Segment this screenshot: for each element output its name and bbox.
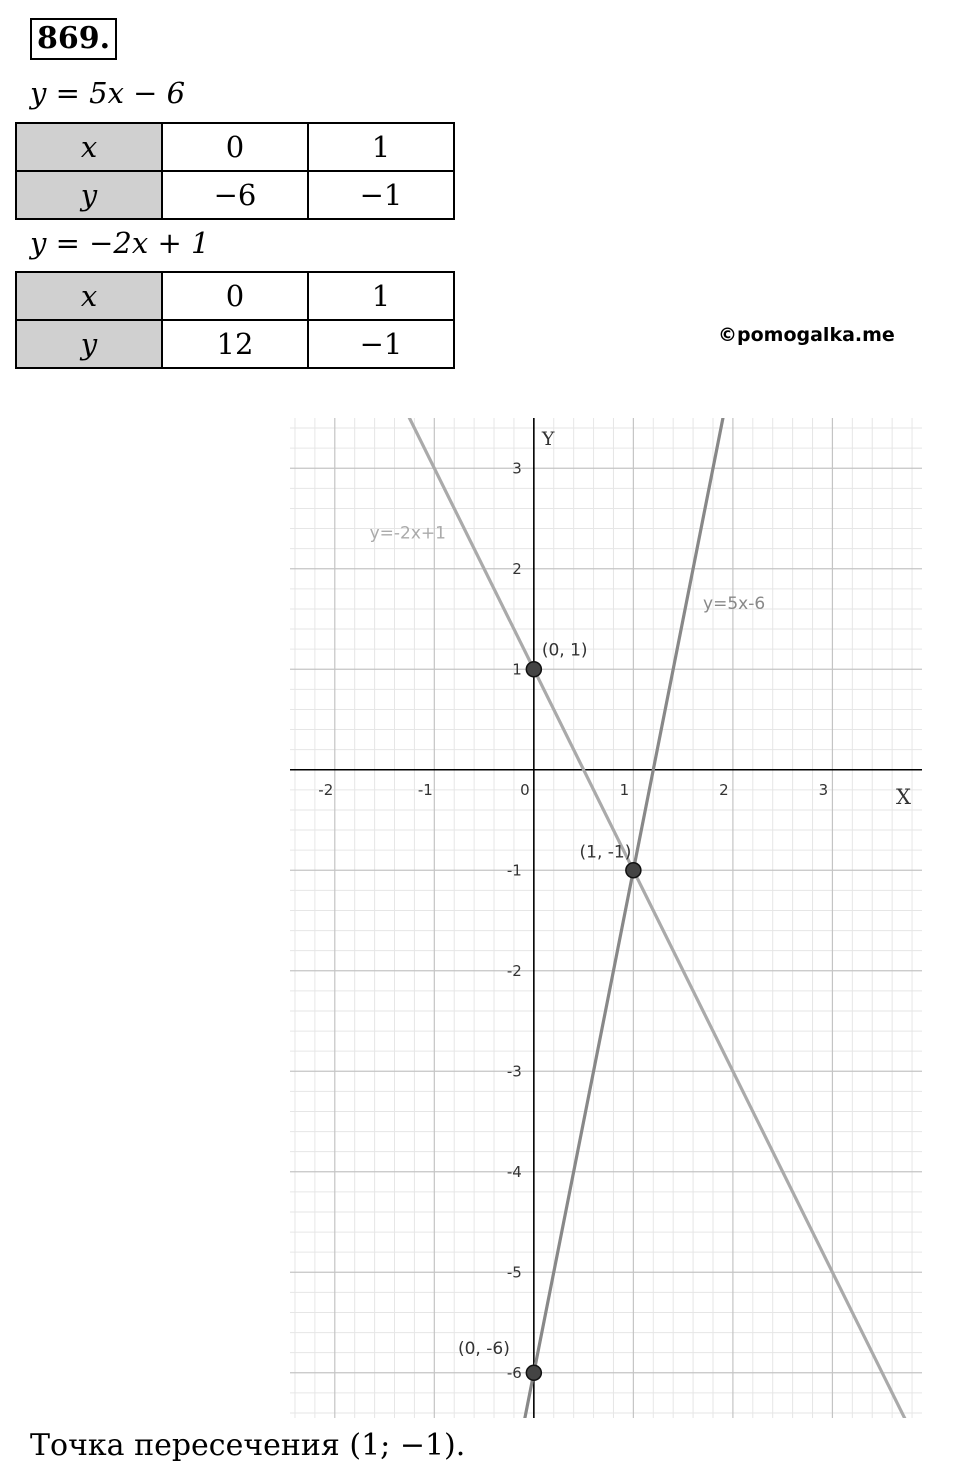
table-row <box>16 272 454 320</box>
y-axis-label: Y <box>541 428 555 450</box>
equation-2: y = −2x + 1 <box>30 226 210 260</box>
problem-number: 869. <box>30 18 117 60</box>
value-table-1 <box>15 122 455 220</box>
x-tick-label: 3 <box>818 780 829 799</box>
point-label: (0, -6) <box>457 1338 510 1359</box>
table-row <box>16 171 454 219</box>
x-tick-label: -2 <box>318 780 334 799</box>
coordinate-plane-chart <box>290 418 922 1418</box>
x-tick-label: 1 <box>619 780 630 799</box>
watermark: ©pomogalka.me <box>718 324 895 346</box>
table-cell: 1 <box>308 123 454 171</box>
x-tick-label: 0 <box>520 780 530 799</box>
intersection-point <box>526 662 541 677</box>
answer-text: Точка пересечения (1; −1). <box>30 1428 466 1463</box>
series-line <box>290 418 922 1418</box>
x-tick-label: -1 <box>417 780 433 799</box>
table-head-cell: x <box>16 272 162 320</box>
table-cell: −1 <box>308 320 454 368</box>
intersection-point <box>526 1365 541 1380</box>
table-cell: 0 <box>162 272 308 320</box>
equation-1: y = 5x − 6 <box>30 76 186 110</box>
series-line <box>290 418 922 1418</box>
series-label: y=-2x+1 <box>369 523 447 544</box>
series-label: y=5x-6 <box>703 593 766 614</box>
y-tick-label: 3 <box>512 459 522 478</box>
y-tick-label: -4 <box>506 1162 522 1181</box>
table-head-cell: x <box>16 123 162 171</box>
table-row <box>16 123 454 171</box>
y-tick-label: -2 <box>506 961 522 980</box>
table-cell: 0 <box>162 123 308 171</box>
y-tick-label: -5 <box>506 1263 522 1282</box>
y-tick-label: -3 <box>506 1062 522 1081</box>
point-label: (0, 1) <box>541 640 588 661</box>
y-tick-label: 2 <box>512 559 522 578</box>
y-tick-label: -1 <box>506 861 522 880</box>
y-tick-label: 1 <box>512 660 522 679</box>
y-tick-label: -6 <box>506 1363 522 1382</box>
x-tick-label: 2 <box>719 780 729 799</box>
point-label: (1, -1) <box>579 842 632 863</box>
table-head-cell: y <box>16 320 162 368</box>
x-axis-label: X <box>896 784 911 809</box>
table-cell: 1 <box>308 272 454 320</box>
table-cell: −6 <box>162 171 308 219</box>
table-row <box>16 320 454 368</box>
table-head-cell: y <box>16 171 162 219</box>
value-table-2 <box>15 271 455 369</box>
intersection-point <box>626 863 641 878</box>
table-cell: 12 <box>162 320 308 368</box>
table-cell: −1 <box>308 171 454 219</box>
